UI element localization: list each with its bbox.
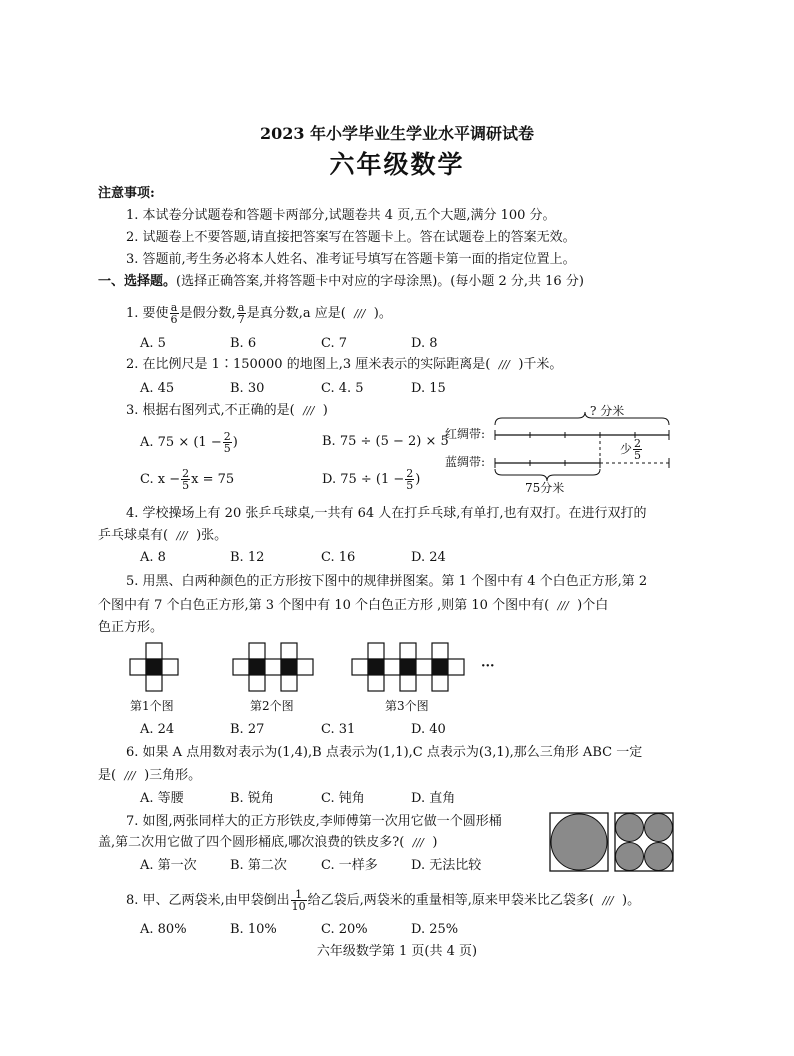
figure-blue-label: 蓝绸带: bbox=[445, 455, 486, 469]
question-6-line-1: 6. 如果 A 点用数对表示为(1,4),B 点表示为(1,1),C 点表示为(3,1),那么三角形 ABC 一定 bbox=[126, 745, 643, 760]
answer-blank: /// bbox=[412, 836, 424, 849]
figure-label-2: 第2个图 bbox=[250, 699, 294, 713]
big-circle bbox=[551, 814, 607, 870]
exam-title: 2023 年小学毕业生学业水平调研试卷 bbox=[259, 124, 535, 143]
q5-option-b: B. 27 bbox=[230, 722, 265, 737]
question-4-line-1: 4. 学校操场上有 20 张乒乓球桌,一共有 64 人在打乒乓球,有单打,也有双打。在进行双打的 bbox=[126, 506, 647, 521]
q6-option-b: B. 锐角 bbox=[230, 791, 274, 806]
question-2: 2. 在比例尺是 1∶150000 的地图上,3 厘米表示的实际距离是( /// )千米。 bbox=[126, 357, 563, 372]
q5-option-a: A. 24 bbox=[140, 722, 175, 737]
question-7-line-2: 盖,第二次用它做了四个圆形桶底,哪次浪费的铁皮多?( /// ) bbox=[98, 835, 438, 850]
small-circle-4 bbox=[645, 843, 673, 871]
q7-option-a: A. 第一次 bbox=[140, 858, 197, 873]
q8-option-a: A. 80% bbox=[140, 922, 187, 937]
answer-blank: /// bbox=[354, 307, 366, 320]
q4-option-a: A. 8 bbox=[140, 550, 166, 565]
figure-top-label: ? 分米 bbox=[590, 404, 625, 418]
q3-option-b: B. 75 ÷ (5 − 2) × 5 bbox=[322, 434, 449, 449]
q1-option-b: B. 6 bbox=[230, 336, 257, 351]
answer-blank: /// bbox=[557, 599, 569, 612]
q2-option-a: A. 45 bbox=[140, 381, 175, 396]
q5-option-d: D. 40 bbox=[411, 722, 446, 737]
answer-blank: /// bbox=[498, 358, 510, 371]
q3-option-c: C. x − $\frac{2}{5}$ x = 75 bbox=[140, 467, 235, 492]
small-circle-3 bbox=[616, 843, 644, 871]
q4-option-b: B. 12 bbox=[230, 550, 265, 565]
question-6-line-2: 是( /// )三角形。 bbox=[98, 768, 202, 783]
figure-less-label: 少 $\frac{2}{5}$ bbox=[620, 437, 642, 462]
notice-item-3: 3. 答题前,考生务必将本人姓名、准考证号填写在答题卡第一面的指定位置上。 bbox=[126, 252, 576, 267]
q3-option-d: D. 75 ÷ (1 − $\frac{2}{5}$ ) bbox=[322, 467, 421, 492]
subject-title: 六年级数学 bbox=[329, 150, 465, 179]
notice-item-2: 2. 试题卷上不要答题,请直接把答案写在答题卡上。答在试题卷上的答案无效。 bbox=[126, 230, 576, 245]
q6-option-d: D. 直角 bbox=[411, 791, 456, 806]
q1-text-4: )。 bbox=[373, 306, 392, 321]
question-4-line-2: 乒乓球桌有( /// )张。 bbox=[98, 528, 228, 543]
q6-option-a: A. 等腰 bbox=[140, 791, 184, 806]
figure-label-1: 第1个图 bbox=[130, 699, 174, 713]
figure-bottom-label: 75分米 bbox=[525, 481, 565, 495]
q7-option-c: C. 一样多 bbox=[321, 858, 378, 873]
q8-option-b: B. 10% bbox=[230, 922, 277, 937]
notice-item-1: 1. 本试卷分试题卷和答题卡两部分,试题卷共 4 页,五个大题,满分 100 分。 bbox=[126, 208, 556, 223]
q7-option-b: B. 第二次 bbox=[230, 858, 287, 873]
q3-option-a: A. 75 × (1 − $\frac{2}{5}$ ) bbox=[140, 430, 238, 455]
q8-option-d: D. 25% bbox=[411, 922, 459, 937]
q1-option-d: D. 8 bbox=[411, 336, 438, 351]
q6-option-c: C. 钝角 bbox=[321, 791, 365, 806]
q1-option-c: C. 7 bbox=[321, 336, 348, 351]
answer-blank: /// bbox=[124, 769, 136, 782]
q4-option-d: D. 24 bbox=[411, 550, 446, 565]
figure-red-label: 红绸带: bbox=[445, 427, 486, 441]
answer-blank: /// bbox=[602, 894, 614, 907]
q2-option-c: C. 4. 5 bbox=[321, 381, 364, 396]
q1-text-1: 1. 要使 bbox=[126, 306, 169, 321]
question-8: 8. 甲、乙两袋米,由甲袋倒出 $\frac{1}{10}$ 给乙袋后,两袋米的重量相等,原来甲袋米比乙袋多( /// )。 bbox=[126, 888, 641, 913]
q1-option-a: A. 5 bbox=[140, 336, 166, 351]
q5-option-c: C. 31 bbox=[321, 722, 356, 737]
section-label: 一、选择题。 bbox=[98, 274, 177, 289]
section-desc: (选择正确答案,并将答题卡中对应的字母涂黑)。(每小题 2 分,共 16 分) bbox=[176, 274, 584, 289]
q1-fraction-2: $\frac{a}{7}$ bbox=[237, 301, 245, 326]
question-5-line-3: 色正方形。 bbox=[98, 620, 164, 635]
q2-option-d: D. 15 bbox=[411, 381, 446, 396]
answer-blank: /// bbox=[303, 404, 315, 417]
notice-heading: 注意事项: bbox=[98, 186, 155, 201]
question-5-line-2: 个图中有 7 个白色正方形,第 3 个图中有 10 个白色正方形 ,则第 10 个图中有( /// )个白 bbox=[98, 598, 609, 613]
page-footer: 六年级数学第 1 页(共 4 页) bbox=[316, 944, 478, 959]
q1-text-2: 是假分数, bbox=[179, 306, 236, 321]
small-circle-2 bbox=[645, 814, 673, 842]
q8-option-c: C. 20% bbox=[321, 922, 368, 937]
figure-label-3: 第3个图 bbox=[385, 699, 429, 713]
question-3: 3. 根据右图列式,不正确的是( /// ) bbox=[126, 403, 328, 418]
answer-blank: /// bbox=[176, 529, 188, 542]
q4-option-c: C. 16 bbox=[321, 550, 356, 565]
q7-option-d: D. 无法比较 bbox=[411, 858, 482, 873]
q1-text-3: 是真分数,a 应是( bbox=[246, 306, 346, 321]
q2-option-b: B. 30 bbox=[230, 381, 265, 396]
small-circle-1 bbox=[616, 814, 644, 842]
question-7-line-1: 7. 如图,两张同样大的正方形铁皮,李师傅第一次用它做一个圆形桶 bbox=[126, 814, 502, 829]
question-5-line-1: 5. 用黑、白两种颜色的正方形按下图中的规律拼图案。第 1 个图中有 4 个白色正方形,第 2 bbox=[126, 574, 648, 589]
pattern-ellipsis: ··· bbox=[481, 659, 495, 674]
q1-fraction-1: $\frac{a}{6}$ bbox=[170, 301, 178, 326]
